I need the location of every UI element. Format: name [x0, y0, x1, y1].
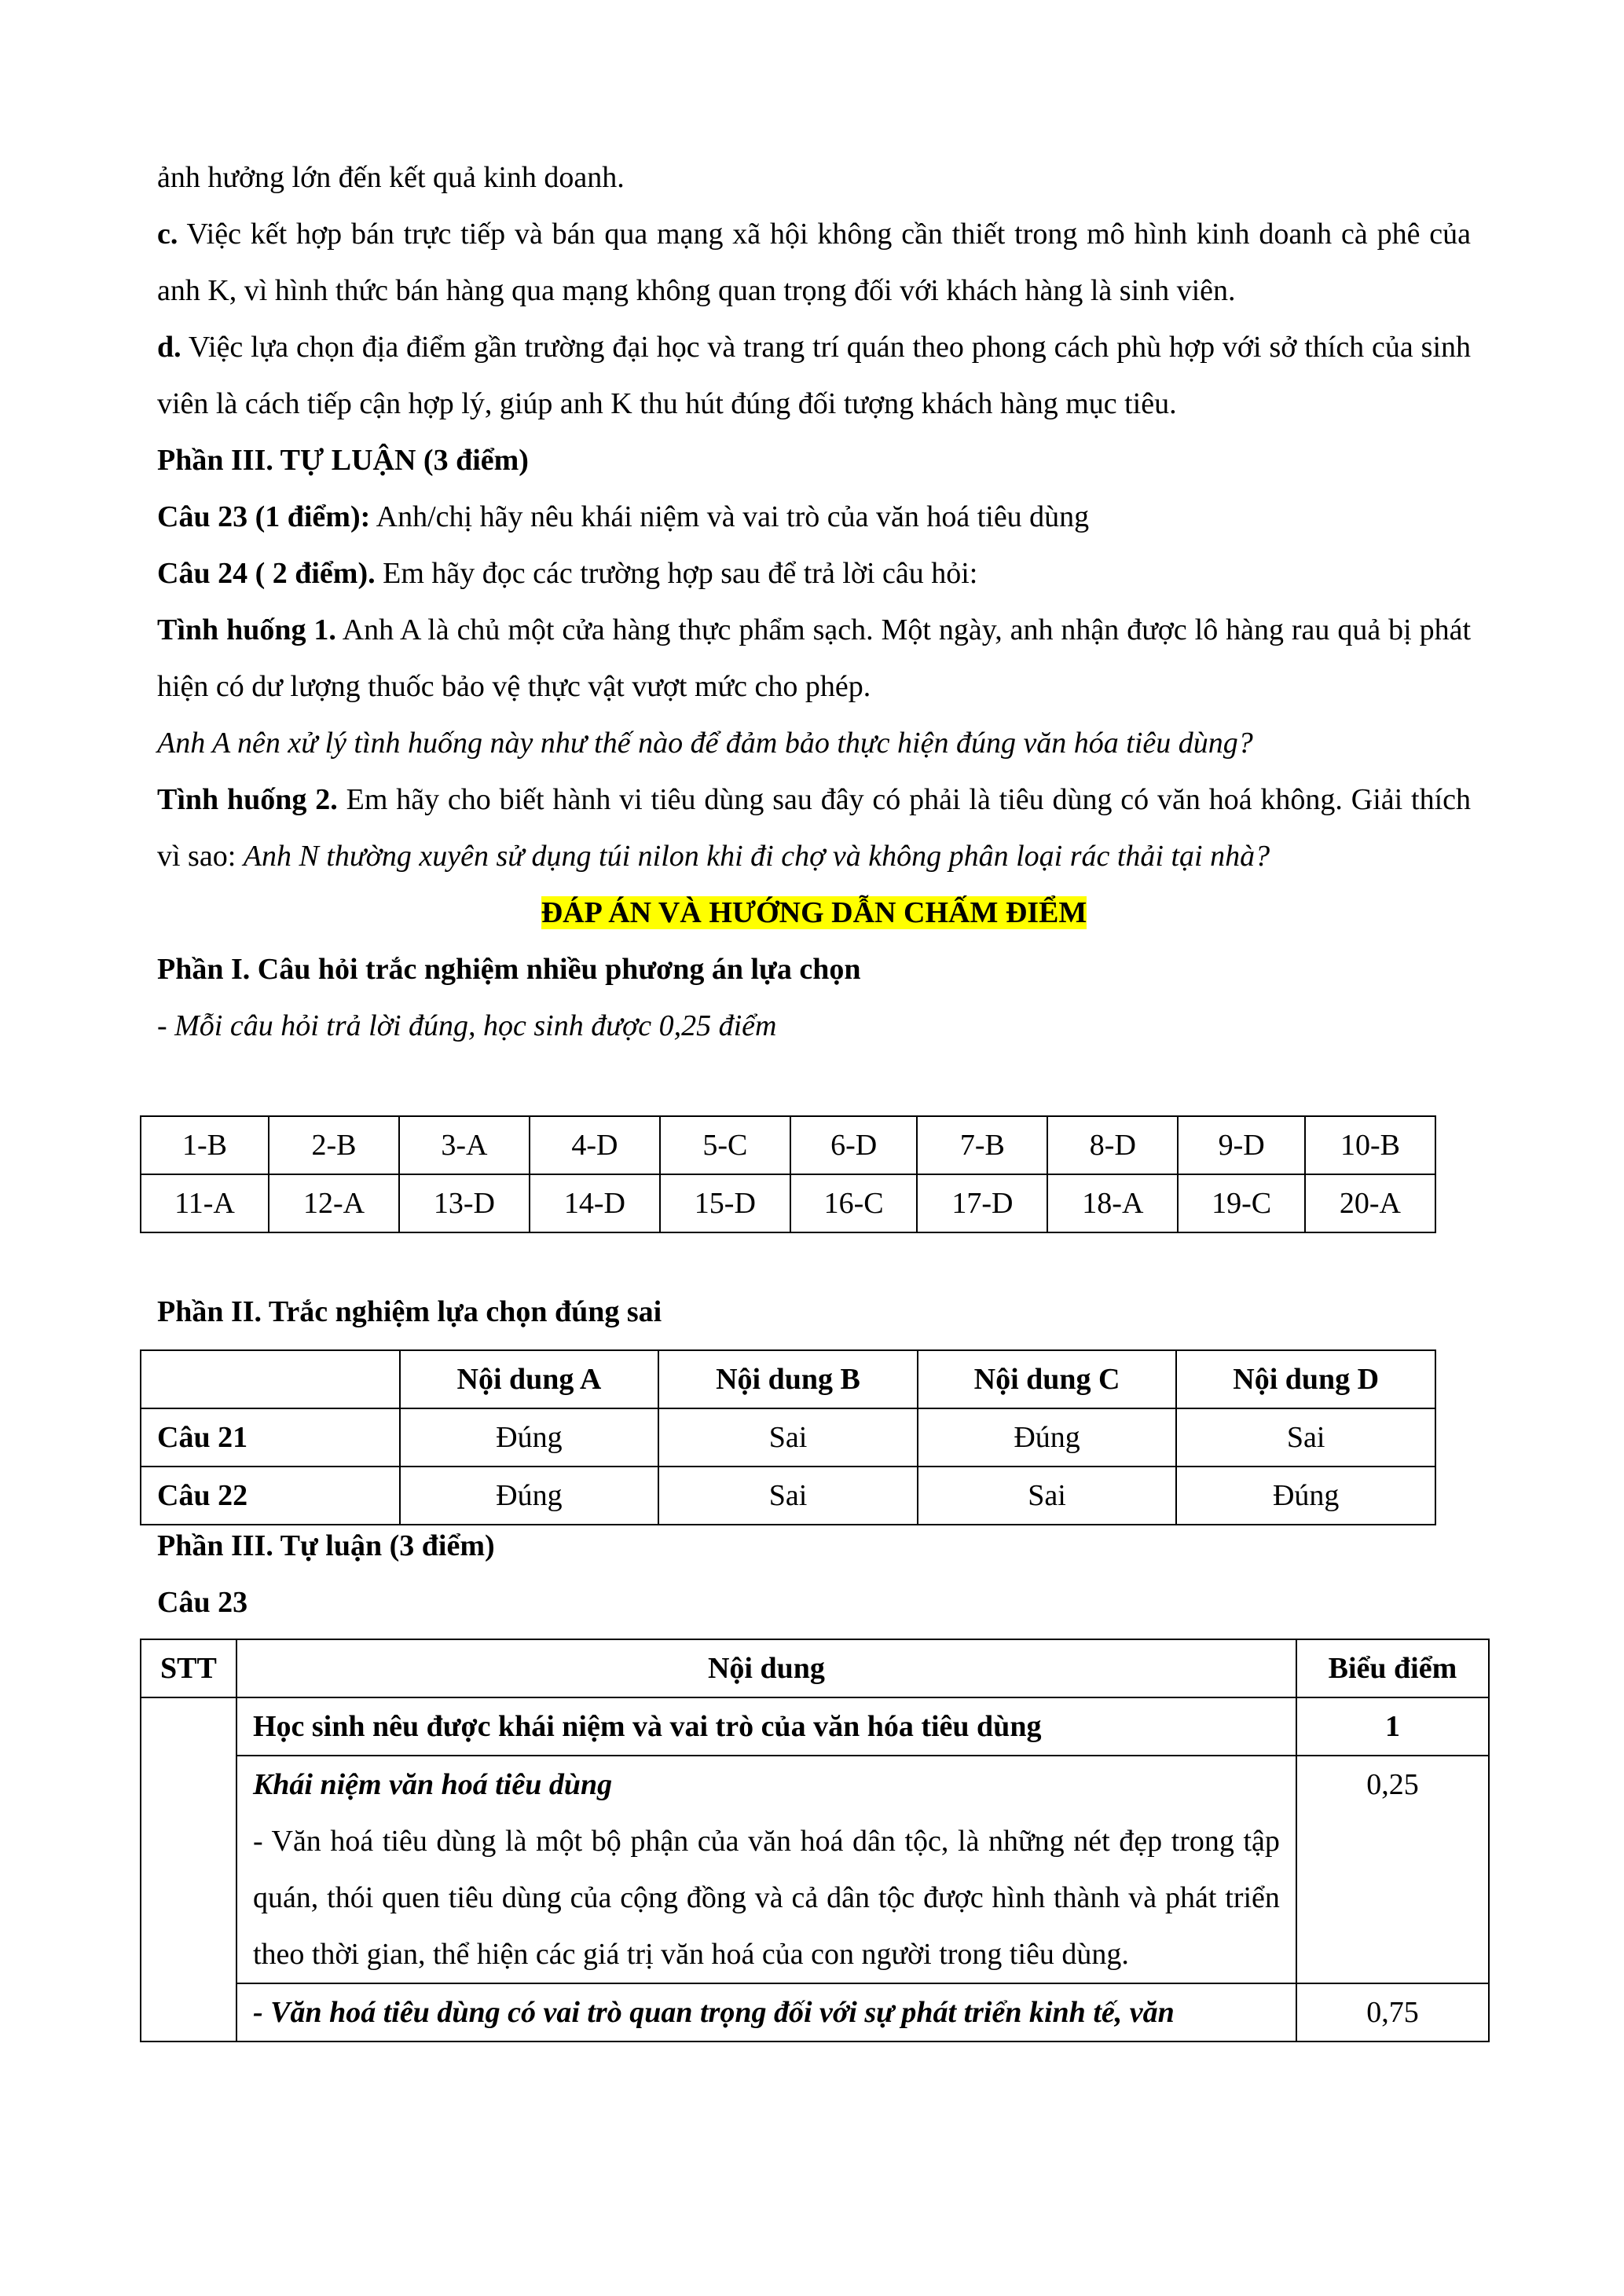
situation-1-label: Tình huống 1. [157, 613, 336, 646]
answer-cell: 11-A [141, 1174, 269, 1232]
answer-cell: 14-D [530, 1174, 660, 1232]
situation-1-question: Anh A nên xử lý tình huống này như thế nào để đảm bảo thực hiện đúng văn hóa tiêu dùng? [157, 727, 1253, 760]
table-row [141, 1697, 1489, 1756]
table-cell: Đúng [1176, 1467, 1435, 1525]
rubric-concept-text: - Văn hoá tiêu dùng là một bộ phận của văn hoá dân tộc, là những nét đẹp trong tập quán, thói quen tiêu dùng của cộng đồng và cả dân tộc được hình thành và phát triển theo thời gian, thể hiện các giá trị văn hoá của con người trong tiêu dùng. [252, 1825, 1280, 1971]
question-24-label: Câu 24 ( 2 điểm). [157, 557, 376, 590]
column-header-content: Nội dung [236, 1639, 1296, 1697]
answers-part1-note: - Mỗi câu hỏi trả lời đúng, học sinh được 0,25 điểm [157, 1009, 777, 1042]
table-cell: Sai [918, 1467, 1177, 1525]
answer-cell: 7-B [917, 1116, 1047, 1174]
answer-cell: 20-A [1305, 1174, 1435, 1232]
column-header: Nội dung A [400, 1350, 659, 1408]
question-24 [157, 545, 1471, 602]
table-row [141, 1116, 1435, 1174]
answer-cell: 13-D [399, 1174, 530, 1232]
rubric-concept [236, 1756, 1296, 1983]
situation-1-text: Anh A là chủ một cửa hàng thực phẩm sạch. Một ngày, anh nhận được lô hàng rau quả bị phát hiện có dư lượng thuốc bảo vệ thực vật vượt mức cho phép. [157, 613, 1472, 703]
column-header-stt: STT [141, 1639, 236, 1697]
question-23-label: Câu 23 (1 điểm): [157, 500, 371, 533]
column-header: Nội dung B [658, 1350, 918, 1408]
answer-cell: 16-C [790, 1174, 918, 1232]
answer-cell: 17-D [917, 1174, 1047, 1232]
answer-cell: 5-C [660, 1116, 790, 1174]
answer-cell: 4-D [530, 1116, 660, 1174]
answer-cell: 1-B [141, 1116, 269, 1174]
rubric-summary: Học sinh nêu được khái niệm và vai trò của văn hóa tiêu dùng [236, 1697, 1296, 1756]
answer-cell: 3-A [399, 1116, 530, 1174]
answer-cell: 15-D [660, 1174, 790, 1232]
rubric-score: 1 [1296, 1697, 1489, 1756]
answer-cell: 18-A [1047, 1174, 1178, 1232]
rubric-concept-title: Khái niệm văn hoá tiêu dùng [252, 1768, 613, 1801]
question-23-heading: Câu 23 [157, 1586, 248, 1619]
situation-2-label: Tình huống 2. [157, 783, 338, 816]
true-false-answer-table [140, 1349, 1436, 1525]
table-header-row [141, 1639, 1489, 1697]
question-23-rubric-table [140, 1639, 1490, 2042]
table-cell: Sai [1176, 1408, 1435, 1467]
situation-2 [157, 771, 1471, 884]
answer-cell: 8-D [1047, 1116, 1178, 1174]
table-header-row [141, 1350, 1435, 1408]
answer-cell: 12-A [269, 1174, 399, 1232]
multiple-choice-answer-table [140, 1115, 1436, 1233]
rubric-score: 0,75 [1296, 1983, 1489, 2041]
column-header-score: Biểu điểm [1296, 1639, 1489, 1697]
answer-cell: 19-C [1178, 1174, 1305, 1232]
rubric-role: - Văn hoá tiêu dùng có vai trò quan trọng đối với sự phát triển kinh tế, văn [236, 1983, 1296, 2041]
stt-cell [141, 1697, 236, 2041]
situation-1 [157, 602, 1471, 715]
option-c [157, 206, 1471, 319]
answer-cell: 6-D [790, 1116, 918, 1174]
question-24-text: Em hãy đọc các trường hợp sau để trả lời câu hỏi: [375, 557, 978, 590]
table-cell: Đúng [400, 1408, 659, 1467]
table-cell: Sai [658, 1408, 918, 1467]
question-23-text: Anh/chị hãy nêu khái niệm và vai trò của văn hoá tiêu dùng [370, 500, 1090, 533]
option-d-label: d. [157, 331, 181, 364]
answers-part1-heading: Phần I. Câu hỏi trắc nghiệm nhiều phương án lựa chọn [157, 953, 861, 986]
column-header [141, 1350, 400, 1408]
table-row [141, 1467, 1435, 1525]
table-cell: Đúng [918, 1408, 1177, 1467]
table-row [141, 1756, 1489, 1983]
rubric-score: 0,25 [1296, 1756, 1489, 1983]
option-c-text: Việc kết hợp bán trực tiếp và bán qua mạng xã hội không cần thiết trong mô hình kinh doanh cà phê của anh K, vì hình thức bán hàng qua mạng không quan trọng đối với khách hàng là sinh viên. [157, 218, 1471, 307]
part3-heading: Phần III. TỰ LUẬN (3 điểm) [157, 444, 529, 477]
option-c-label: c. [157, 218, 178, 251]
table-row [141, 1983, 1489, 2041]
column-header: Nội dung D [1176, 1350, 1435, 1408]
answers-part3-heading: Phần III. Tự luận (3 điểm) [157, 1529, 495, 1562]
situation-2-italic: Anh N thường xuyên sử dụng túi nilon khi đi chợ và không phân loại rác thải tại nhà? [243, 840, 1270, 873]
table-cell: Đúng [400, 1467, 659, 1525]
answer-cell: 9-D [1178, 1116, 1305, 1174]
answers-title: ĐÁP ÁN VÀ HƯỚNG DẪN CHẤM ĐIỂM [541, 896, 1087, 929]
row-header: Câu 22 [141, 1467, 400, 1525]
option-d [157, 319, 1471, 432]
document-body [157, 149, 1471, 1054]
question-23 [157, 489, 1471, 545]
paragraph-line: ảnh hưởng lớn đến kết quả kinh doanh. [157, 161, 625, 194]
situation-2-text: Em hãy cho biết hành vi tiêu dùng sau đây có phải là tiêu dùng có văn hoá không. Giải thích vì sao: [157, 783, 1472, 873]
table-cell: Sai [658, 1467, 918, 1525]
table-row [141, 1408, 1435, 1467]
answers-title-line [157, 884, 1471, 941]
option-d-text: Việc lựa chọn địa điểm gần trường đại học và trang trí quán theo phong cách phù hợp với sở thích của sinh viên là cách tiếp cận hợp lý, giúp anh K thu hút đúng đối tượng khách hàng mục tiêu. [157, 331, 1471, 420]
answer-cell: 2-B [269, 1116, 399, 1174]
row-header: Câu 21 [141, 1408, 400, 1467]
answers-part2-heading: Phần II. Trắc nghiệm lựa chọn đúng sai [157, 1295, 662, 1328]
column-header: Nội dung C [918, 1350, 1177, 1408]
table-row [141, 1174, 1435, 1232]
answer-cell: 10-B [1305, 1116, 1435, 1174]
